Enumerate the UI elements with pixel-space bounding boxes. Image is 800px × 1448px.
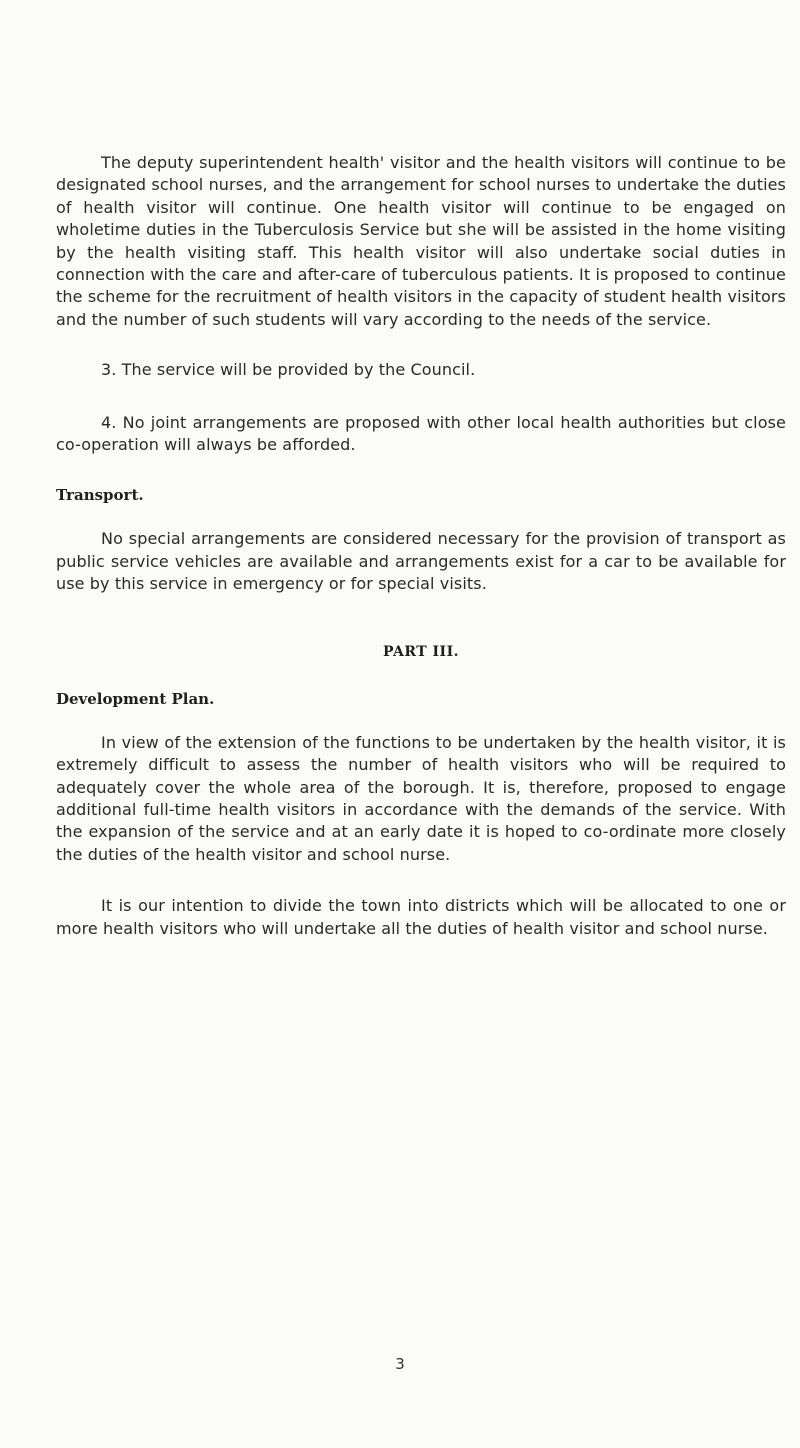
paragraph-joint-arrangements: 4. No joint arrangements are proposed with other local health authorities but close co-operation will always be afforded. bbox=[56, 412, 786, 455]
heading-transport: Transport. bbox=[56, 486, 144, 505]
paragraph-districts: It is our intention to divide the town into districts which will be allocated to one or more health visitors who will undertake all the duties of health visitor and school nurse. bbox=[56, 896, 786, 938]
paragraph-health-visitors: The deputy superintendent health' visitor and the health visitors will continue to be designated school nurses, and the arrangement for school nurses to undertake the duties of health visitor will continue. One health visitor will continue to be engaged on wholetime duties in the Tuberculosis Service but she will be assisted in the home visiting by the health visiting staff. This health visitor will also undertake social duties in connection with the care and after-care of tuberculous patients. It is proposed to continue the scheme for the recruitment of health visitors in the capacity of student health visitors and the number of such students will vary according to the needs of the service. bbox=[56, 153, 786, 329]
paragraph-development-plan: In view of the extension of the functions to be undertaken by the health visitor, it is extremely difficult to assess the number of health visitors who will be required to adequately cover the whole area of the borough. It is, therefore, proposed to engage additional full-time health visitors in accordance with the demands of the service. With the expansion of the service and at an early date it is hoped to co-ordinate more closely the duties of the health visitor and school nurse. bbox=[56, 732, 786, 864]
heading-development-plan: Development Plan. bbox=[56, 689, 215, 708]
page-number: 3 bbox=[395, 1355, 405, 1373]
heading-part-iii: PART III. bbox=[382, 643, 460, 660]
paragraph-transport: No special arrangements are considered necessary for the provision of transport as public service vehicles are available and arrangements exist for a car to be available for use by this service in emergency or for special visits. bbox=[56, 529, 786, 594]
document-page bbox=[56, 152, 786, 940]
paragraph-service-provision: 3. The service will be provided by the Council. bbox=[101, 360, 476, 380]
